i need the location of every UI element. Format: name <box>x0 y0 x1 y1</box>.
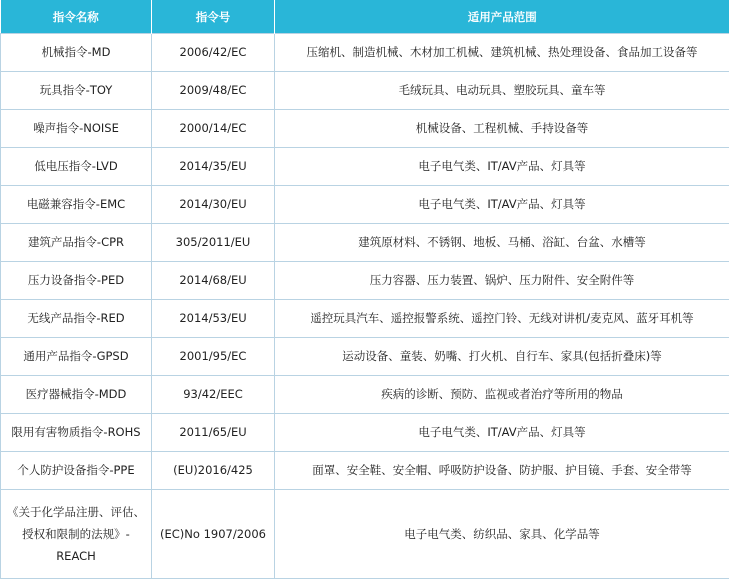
table-row <box>1 490 729 579</box>
directive-number-cell: 2014/30/EU <box>152 186 275 224</box>
directive-name-cell: 电磁兼容指令-EMC <box>1 186 152 224</box>
product-scope-cell: 毛绒玩具、电动玩具、塑胶玩具、童车等 <box>275 72 729 110</box>
table-row <box>1 110 729 148</box>
directive-number-cell: (EC)No 1907/2006 <box>152 490 275 579</box>
directive-number-cell: 2009/48/EC <box>152 72 275 110</box>
header-directive-name: 指令名称 <box>1 0 152 34</box>
product-scope-cell: 运动设备、童装、奶嘴、打火机、自行车、家具(包括折叠床)等 <box>275 338 729 376</box>
table-row <box>1 148 729 186</box>
table-body <box>1 34 729 579</box>
directive-name-cell: 玩具指令-TOY <box>1 72 152 110</box>
product-scope-cell: 建筑原材料、不锈钢、地板、马桶、浴缸、台盆、水槽等 <box>275 224 729 262</box>
table-row <box>1 414 729 452</box>
table-row <box>1 300 729 338</box>
directive-number-cell: 93/42/EEC <box>152 376 275 414</box>
directive-number-cell: 2014/35/EU <box>152 148 275 186</box>
table-header <box>1 0 729 34</box>
header-row <box>1 0 729 34</box>
product-scope-cell: 电子电气类、IT/AV产品、灯具等 <box>275 186 729 224</box>
header-product-scope: 适用产品范围 <box>275 0 729 34</box>
table-row <box>1 338 729 376</box>
directive-name-cell: 建筑产品指令-CPR <box>1 224 152 262</box>
directive-number-cell: 305/2011/EU <box>152 224 275 262</box>
product-scope-cell: 机械设备、工程机械、手持设备等 <box>275 110 729 148</box>
product-scope-cell: 面罩、安全鞋、安全帽、呼吸防护设备、防护服、护目镜、手套、安全带等 <box>275 452 729 490</box>
directive-number-cell: 2001/95/EC <box>152 338 275 376</box>
directive-name-cell: 限用有害物质指令-ROHS <box>1 414 152 452</box>
product-scope-cell: 电子电气类、纺织品、家具、化学品等 <box>275 490 729 579</box>
directive-name-cell: 机械指令-MD <box>1 34 152 72</box>
product-scope-cell: 压缩机、制造机械、木材加工机械、建筑机械、热处理设备、食品加工设备等 <box>275 34 729 72</box>
directive-name-cell: 无线产品指令-RED <box>1 300 152 338</box>
directive-number-cell: 2011/65/EU <box>152 414 275 452</box>
directive-number-cell: 2000/14/EC <box>152 110 275 148</box>
product-scope-cell: 遥控玩具汽车、遥控报警系统、遥控门铃、无线对讲机/麦克风、蓝牙耳机等 <box>275 300 729 338</box>
directive-number-cell: (EU)2016/425 <box>152 452 275 490</box>
directive-name-cell: 压力设备指令-PED <box>1 262 152 300</box>
table-row <box>1 224 729 262</box>
table-row <box>1 376 729 414</box>
product-scope-cell: 电子电气类、IT/AV产品、灯具等 <box>275 414 729 452</box>
product-scope-cell: 压力容器、压力装置、锅炉、压力附件、安全附件等 <box>275 262 729 300</box>
directive-number-cell: 2014/68/EU <box>152 262 275 300</box>
product-scope-cell: 电子电气类、IT/AV产品、灯具等 <box>275 148 729 186</box>
table-row <box>1 72 729 110</box>
directive-number-cell: 2006/42/EC <box>152 34 275 72</box>
table-row <box>1 34 729 72</box>
directive-name-cell: 个人防护设备指令-PPE <box>1 452 152 490</box>
table-row <box>1 262 729 300</box>
directive-number-cell: 2014/53/EU <box>152 300 275 338</box>
table-row <box>1 186 729 224</box>
directive-name-cell: 《关于化学品注册、评估、授权和限制的法规》-REACH <box>1 490 152 579</box>
directive-name-cell: 噪声指令-NOISE <box>1 110 152 148</box>
table-row <box>1 452 729 490</box>
header-directive-number: 指令号 <box>152 0 275 34</box>
directive-name-cell: 医疗器械指令-MDD <box>1 376 152 414</box>
product-scope-cell: 疾病的诊断、预防、监视或者治疗等所用的物品 <box>275 376 729 414</box>
directive-name-cell: 低电压指令-LVD <box>1 148 152 186</box>
directive-name-cell: 通用产品指令-GPSD <box>1 338 152 376</box>
